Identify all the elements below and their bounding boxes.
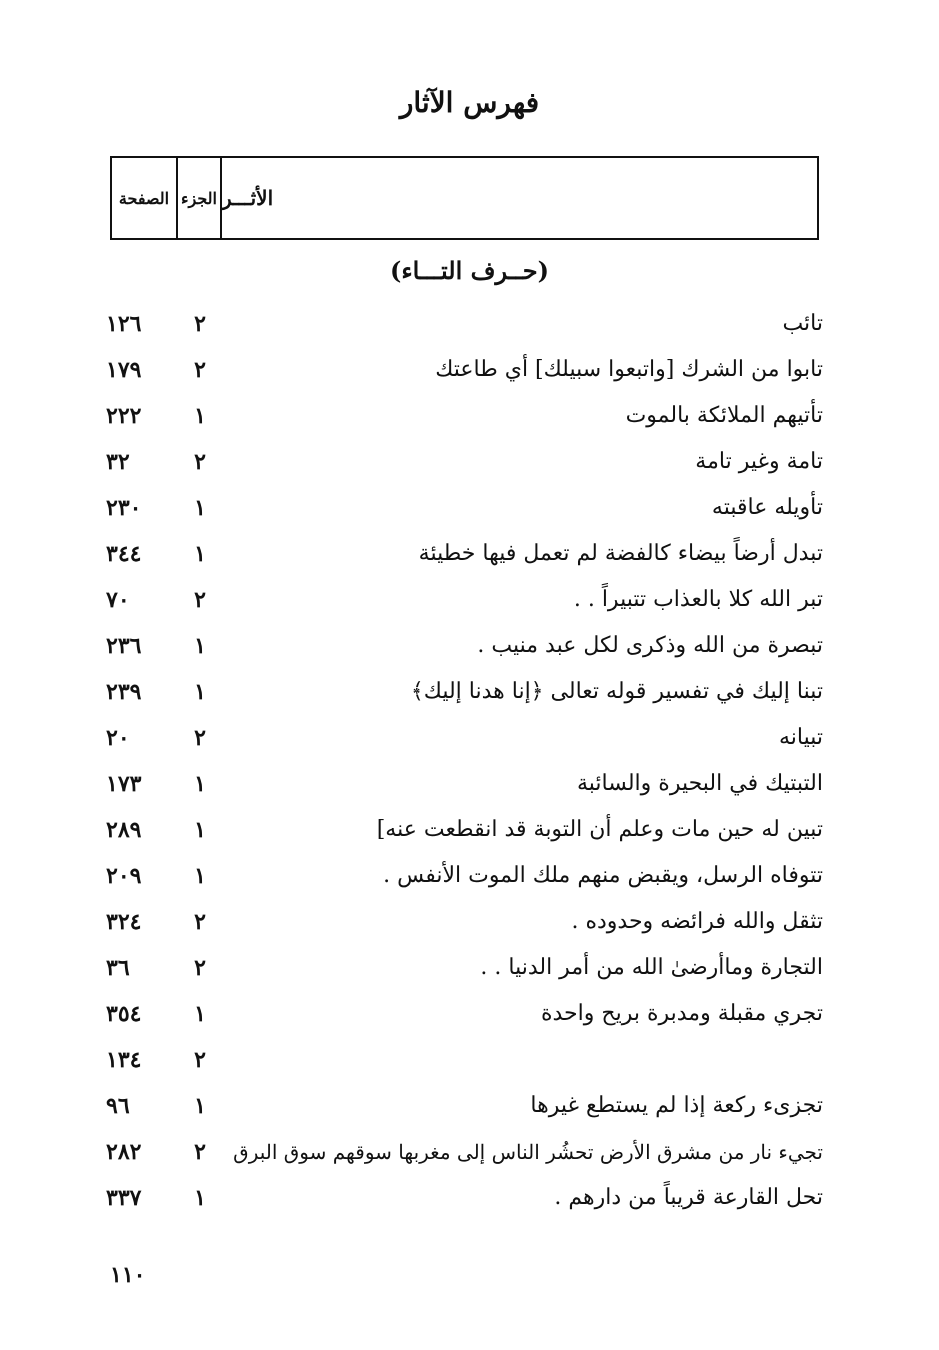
part-number: ٢	[194, 1047, 206, 1073]
part-number: ١	[194, 541, 206, 567]
athar-text: تامة وغير تامة	[695, 449, 823, 474]
page-reference: ٣٢٤	[106, 909, 142, 935]
page-title: فهرس الآثار	[399, 86, 540, 119]
page-reference: ٣٦	[106, 955, 130, 981]
index-table-header	[110, 156, 819, 240]
page-reference: ٧٠	[106, 587, 130, 613]
athar-text: تائب	[782, 311, 823, 336]
athar-text: التبتيك في البحيرة والسائبة	[576, 771, 823, 796]
part-number: ٢	[194, 1139, 206, 1165]
part-number: ١	[194, 1001, 206, 1027]
index-row	[0, 1178, 939, 1218]
index-row	[0, 718, 939, 758]
athar-text: تجيء نار من مشرق الأرض تحشُر الناس إلى مغربها سوقهم سوق البرق	[233, 1140, 823, 1164]
part-number: ٢	[194, 357, 206, 383]
index-row	[0, 304, 939, 344]
athar-column-header: الأثـــر	[222, 186, 274, 210]
athar-text: تبين له حين مات وعلم أن التوبة قد انقطعت عنه]	[376, 817, 823, 842]
page-reference: ٢٢٢	[106, 403, 142, 429]
index-row	[0, 764, 939, 804]
index-row	[0, 350, 939, 390]
page-reference: ٣٥٤	[106, 1001, 142, 1027]
part-number: ٢	[194, 955, 206, 981]
page-reference: ٣٤٤	[106, 541, 142, 567]
index-row	[0, 994, 939, 1034]
page-reference: ١٧٣	[106, 771, 142, 797]
page-column-header: الصفحة	[112, 158, 178, 238]
page-reference: ٢٨٩	[106, 817, 142, 843]
athar-text: تبر الله كلا بالعذاب تتبيراً . .	[573, 587, 823, 612]
index-row	[0, 948, 939, 988]
part-number: ٢	[194, 311, 206, 337]
page-reference: ٢٣٦	[106, 633, 142, 659]
part-number: ١	[194, 863, 206, 889]
athar-text: تجزىء ركعة إذا لم يستطع غيرها	[530, 1093, 823, 1118]
part-number: ٢	[194, 909, 206, 935]
athar-text: تحل القارعة قريباً من دارهم .	[554, 1185, 823, 1210]
part-number: ١	[194, 403, 206, 429]
page-reference: ٢٠٩	[106, 863, 142, 889]
part-number: ٢	[194, 449, 206, 475]
index-row	[0, 534, 939, 574]
athar-text: تجري مقبلة ومدبرة بريح واحدة	[540, 1001, 823, 1026]
page-reference: ٣٣٧	[106, 1185, 142, 1211]
page-number: ١١٠	[110, 1262, 146, 1288]
athar-text: التجارة وماأرضىٰ الله من أمر الدنيا . .	[480, 955, 823, 980]
page-reference: ١٢٦	[106, 311, 142, 337]
index-row	[0, 672, 939, 712]
index-row	[0, 442, 939, 482]
index-row	[0, 1086, 939, 1126]
athar-text: تبيانه	[778, 725, 823, 750]
index-row	[0, 856, 939, 896]
index-row	[0, 580, 939, 620]
page-reference: ٢٣٠	[106, 495, 142, 521]
part-number: ١	[194, 495, 206, 521]
athar-text: تأويله عاقبته	[711, 495, 823, 520]
page-reference: ١٣٤	[106, 1047, 142, 1073]
index-row	[0, 396, 939, 436]
page-reference: ٩٦	[106, 1093, 130, 1119]
part-number: ٢	[194, 587, 206, 613]
part-number: ١	[194, 817, 206, 843]
index-row	[0, 488, 939, 528]
index-row	[0, 810, 939, 850]
athar-text: تبنا إليك في تفسير قوله تعالى ﴿إنا هدنا إليك﴾	[410, 679, 823, 704]
section-title: (حــرف التـــاء)	[390, 256, 549, 285]
index-row	[0, 626, 939, 666]
part-number: ١	[194, 679, 206, 705]
page-reference: ٢٣٩	[106, 679, 142, 705]
athar-text: تبدل أرضاً بيضاء كالفضة لم تعمل فيها خطيئة	[418, 541, 823, 566]
page-reference: ٢٨٢	[106, 1139, 142, 1165]
index-row	[0, 902, 939, 942]
index-row	[0, 1040, 939, 1080]
athar-text: تثقل والله فرائضه وحدوده .	[571, 909, 823, 934]
part-number: ١	[194, 1093, 206, 1119]
athar-text: تتوفاه الرسل، ويقبض منهم ملك الموت الأنفس .	[383, 863, 823, 888]
index-row	[0, 1132, 939, 1172]
page-reference: ٣٢	[106, 449, 130, 475]
athar-text: تأتيهم الملائكة بالموت	[625, 403, 823, 428]
athar-text: تبصرة من الله وذكرى لكل عبد منيب .	[477, 633, 823, 658]
page-reference: ٢٠	[106, 725, 130, 751]
page-reference: ١٧٩	[106, 357, 142, 383]
part-number: ١	[194, 771, 206, 797]
athar-text: تابوا من الشرك [واتبعوا سبيلك] أي طاعتك	[435, 357, 823, 382]
part-number: ١	[194, 633, 206, 659]
part-number: ١	[194, 1185, 206, 1211]
part-column-header: الجزء	[178, 158, 222, 238]
part-number: ٢	[194, 725, 206, 751]
